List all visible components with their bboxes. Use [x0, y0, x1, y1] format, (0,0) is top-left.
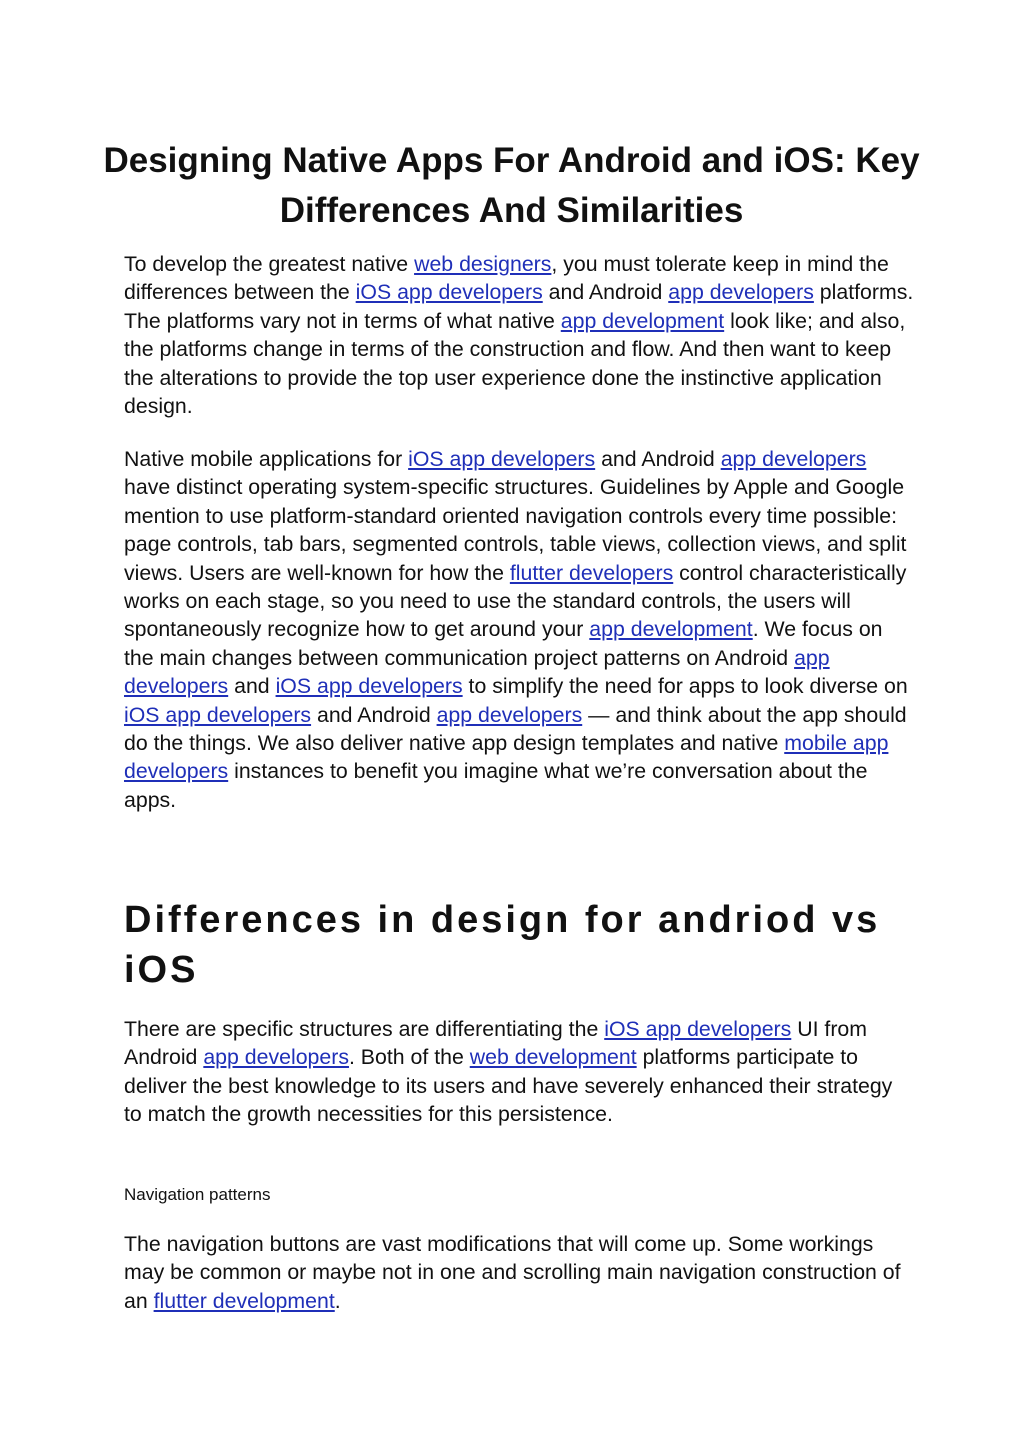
text-run: platforms participate to deliver the best knowledge to its users and have severely enhanced their strategy to match the growth necessities for this persistence.	[124, 1045, 893, 1127]
text-run: control characteristically works on each stage, so you need to use the standard controls, the users will spontaneously recognize how to get around your	[124, 560, 907, 642]
link-app-development[interactable]: app development	[560, 308, 725, 333]
text-run: UI from Android	[124, 1017, 868, 1070]
link-app-developers[interactable]: app developers	[436, 702, 583, 727]
text-run: to simplify the need for apps to look diverse on	[462, 674, 908, 699]
link-app-developers[interactable]: app developers	[203, 1045, 349, 1070]
link-app-development[interactable]: app development	[589, 617, 753, 642]
text-run: and	[228, 674, 276, 699]
link-ios-app-developers[interactable]: iOS app developers	[604, 1017, 792, 1041]
link-ios-app-developers[interactable]: iOS app developers	[355, 280, 543, 305]
link-ios-app-developers[interactable]: iOS app developers	[124, 702, 312, 727]
link-app-developers[interactable]: app developers	[668, 280, 814, 305]
text-run: . Both of the	[348, 1045, 470, 1070]
document-title: Designing Native Apps For Android and iOS: Key Differences And Similarities	[103, 141, 920, 230]
link-flutter-developers[interactable]: flutter developers	[509, 560, 674, 585]
section-heading: Differences in design for andriod vs iOS	[124, 899, 881, 991]
link-web-development[interactable]: web development	[469, 1045, 637, 1070]
text-run: .	[334, 1288, 341, 1313]
subheading-navigation-patterns: Navigation patterns	[124, 1185, 271, 1204]
link-ios-app-developers[interactable]: iOS app developers	[408, 447, 596, 471]
link-mobile-app-developers[interactable]: mobile app developers	[124, 731, 889, 784]
text-run: look like; and also, the platforms change in terms of the construction and flow. And then want to keep the alterations to provide the top user experience done the instinctive application design.	[124, 308, 906, 419]
text-run: instances to benefit you imagine what we’re conversation about the apps.	[124, 759, 868, 812]
navigation-paragraph	[124, 1230, 914, 1315]
native-apps-paragraph	[124, 445, 914, 814]
text-run: The navigation buttons are vast modifications that will come up. Some workings may be common or maybe not in one and scrolling main navigation construction of an	[124, 1232, 901, 1313]
text-run: and Android	[311, 702, 437, 727]
text-run: Native mobile applications for	[124, 447, 409, 471]
text-run: There are specific structures are differentiating the	[124, 1017, 605, 1041]
text-run: , you must tolerate keep in mind the differences between the	[124, 252, 889, 305]
differences-paragraph	[124, 1015, 914, 1129]
link-app-developers[interactable]: app developers	[124, 645, 830, 699]
text-run: have distinct operating system-specific structures. Guidelines by Apple and Google mention to use platform-standard oriented navigation controls every time possible: page controls, tab bars, segmented controls, table views, collection views, and split views. Users are well-known for how the	[124, 475, 907, 585]
link-app-developers[interactable]: app developers	[720, 447, 867, 471]
text-run: — and think about the app should do the things. We also deliver native app design templates and native	[124, 702, 907, 756]
link-web-designers[interactable]: web designers	[414, 252, 552, 276]
text-run: and Android	[595, 447, 721, 471]
text-run: platforms. The platforms vary not in terms of what native	[124, 280, 914, 333]
text-run: and Android	[542, 280, 669, 305]
link-ios-app-developers[interactable]: iOS app developers	[275, 674, 463, 699]
text-run: . We focus on the main changes between communication project patterns on Android	[124, 617, 883, 670]
intro-paragraph	[124, 250, 914, 420]
link-flutter-development[interactable]: flutter development	[153, 1288, 335, 1313]
text-run: To develop the greatest native	[124, 252, 415, 276]
